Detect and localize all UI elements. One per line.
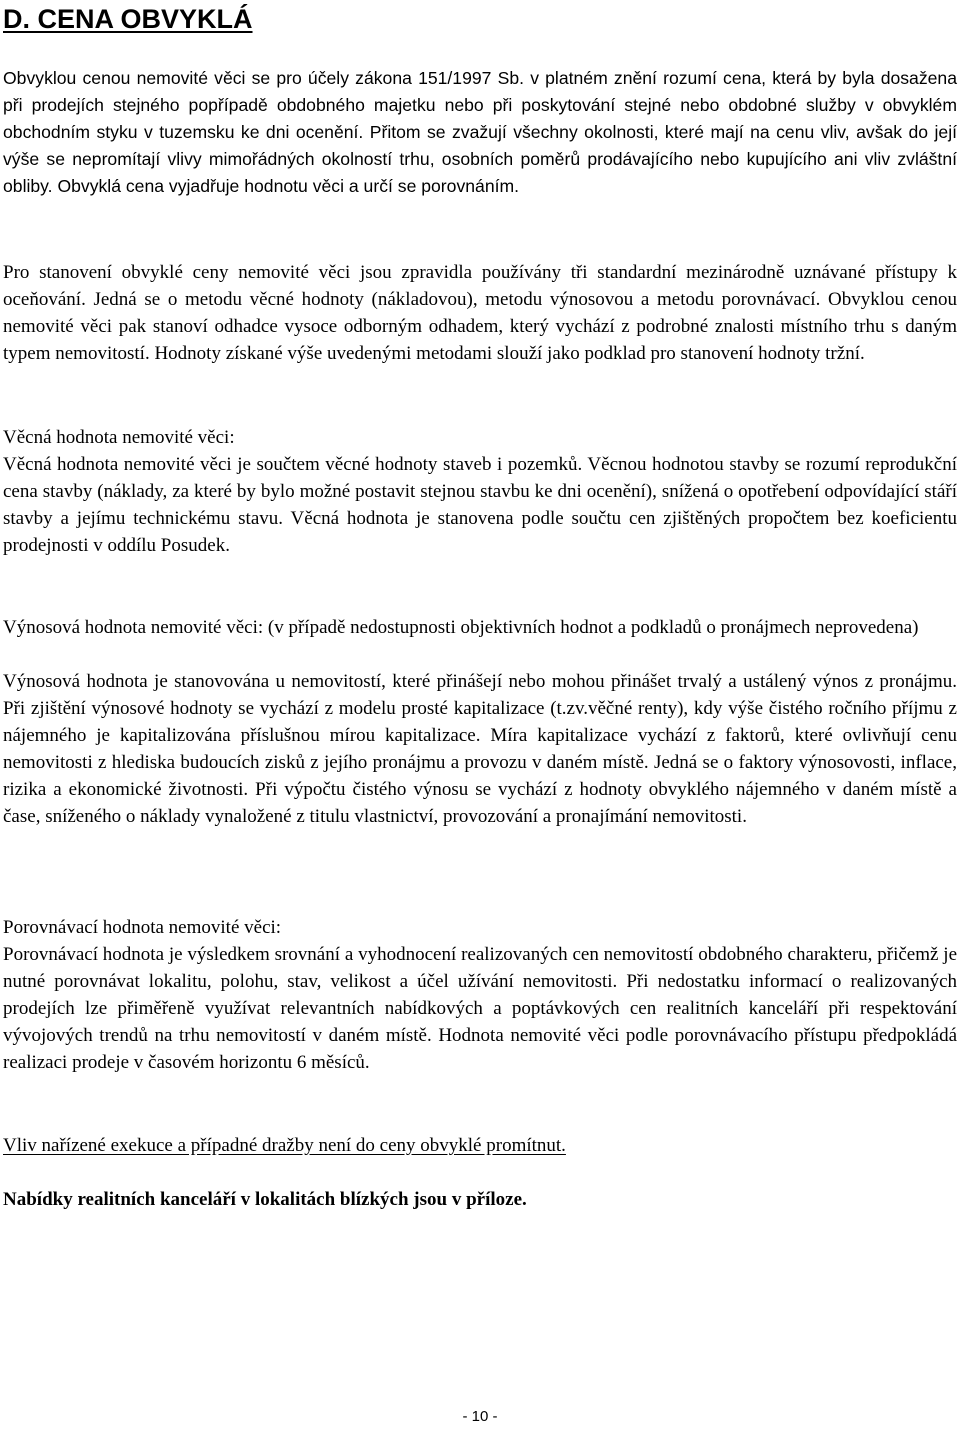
material-value-paragraph: Věcná hodnota nemovité věci je součtem věcné hodnoty staveb i pozemků. Věcnou hodnotou stavby se rozumí reprodukční cena stavby (náklady, za které by bylo možné postavit stejnou stavbu ke dni ocenění), snížená o opotřebení odpovídající stáří stavby a jejímu technickému stavu. Věcná hodnota je stanovena podle součtu cen zjištěných propočtem bez koeficientu prodejnosti v oddílu Posudek.	[3, 454, 957, 556]
offers-note: Nabídky realitních kanceláří v lokalitách blízkých jsou v příloze.	[3, 1189, 527, 1210]
execution-note: Vliv nařízené exekuce a případné dražby není do ceny obvyklé promítnut.	[3, 1135, 566, 1156]
income-value-paragraph: Výnosová hodnota je stanovována u nemovitostí, které přinášejí nebo mohou přinášet trvalý a ustálený výnos z pronájmu. Při zjištění výnosové hodnoty se vychází z modelu prosté kapitalizace (t.zv.věčné renty), kdy výše čistého ročního příjmu z nájemného je kapitalizována příslušnou mírou kapitalizace. Míra kapitalizace vychází z faktorů, které ovlivňují cenu nemovitosti z hlediska budoucích zisků z jejího pronájmu a provozu v daném místě. Jedná se o faktory výnosovosti, inflace, rizika a ekonomické životnosti. Při výpočtu čistého výnosu se vychází z hodnoty obvyklého nájemného v daném místě a čase, sníženého o náklady vynaložené z titulu vlastnictví, provozování a pronajímání nemovitosti.	[3, 671, 957, 827]
intro-text-part1: Obvyklou cenou nemovité věci se pro účely zákona 151/1997 Sb.	[3, 68, 531, 88]
material-value-heading: Věcná hodnota nemovité věci:	[3, 427, 235, 448]
approaches-paragraph: Pro stanovení obvyklé ceny nemovité věci jsou zpravidla používány tři standardní mezinárodně uznávané přístupy k oceňování. Jedná se o metodu věcné hodnoty (nákladovou), metodu výnosovou a metodu porovnávací. Obvyklou cenou nemovité věci pak stanoví odhadce vysoce odborným odhadem, který vychází z podrobné znalosti místního trhu s daným typem nemovitostí. Hodnoty získané výše uvedenými metodami slouží jako podklad pro stanovení hodnoty tržní.	[3, 262, 957, 364]
income-value-heading: Výnosová hodnota nemovité věci: (v případě nedostupnosti objektivních hodnot a podkladů o pronájmech neprovedena)	[3, 617, 919, 638]
comparative-value-heading: Porovnávací hodnota nemovité věci:	[3, 917, 282, 938]
intro-paragraph	[3, 65, 957, 200]
intro-text-part2: v platném znění rozumí cena, která by byla dosažena při prodejích stejného popřípadě obdobného majetku nebo při poskytování stejné nebo obdobné služby v obvyklém obchodním styku v tuzemsku ke dni ocenění. Přitom se zvažují všechny okolnosti, které mají na cenu vliv, avšak do její výše se nepromítají vlivy mimořádných okolností trhu, osobních poměrů prodávajícího nebo kupujícího ani vliv zvláštní obliby. Obvyklá cena vyjadřuje hodnotu věci a určí se porovnáním.	[3, 68, 957, 196]
section-title: D. CENA OBVYKLÁ	[3, 4, 253, 34]
page-number: - 10 -	[462, 1408, 498, 1425]
comparative-value-paragraph: Porovnávací hodnota je výsledkem srovnání a vyhodnocení realizovaných cen nemovitostí obdobného charakteru, přičemž je nutné porovnávat lokalitu, polohu, stav, velikost a účel užívání nemovitosti. Při nedostatku informací o realizovaných prodejích lze přiměřeně využívat relevantních nabídkových a poptávkových cen realitních kanceláří při respektování vývojových trendů na trhu nemovitostí v daném místě. Hodnota nemovité věci podle porovnávacího přístupu předpokládá realizaci prodeje v časovém horizontu 6 měsíců.	[3, 944, 957, 1073]
